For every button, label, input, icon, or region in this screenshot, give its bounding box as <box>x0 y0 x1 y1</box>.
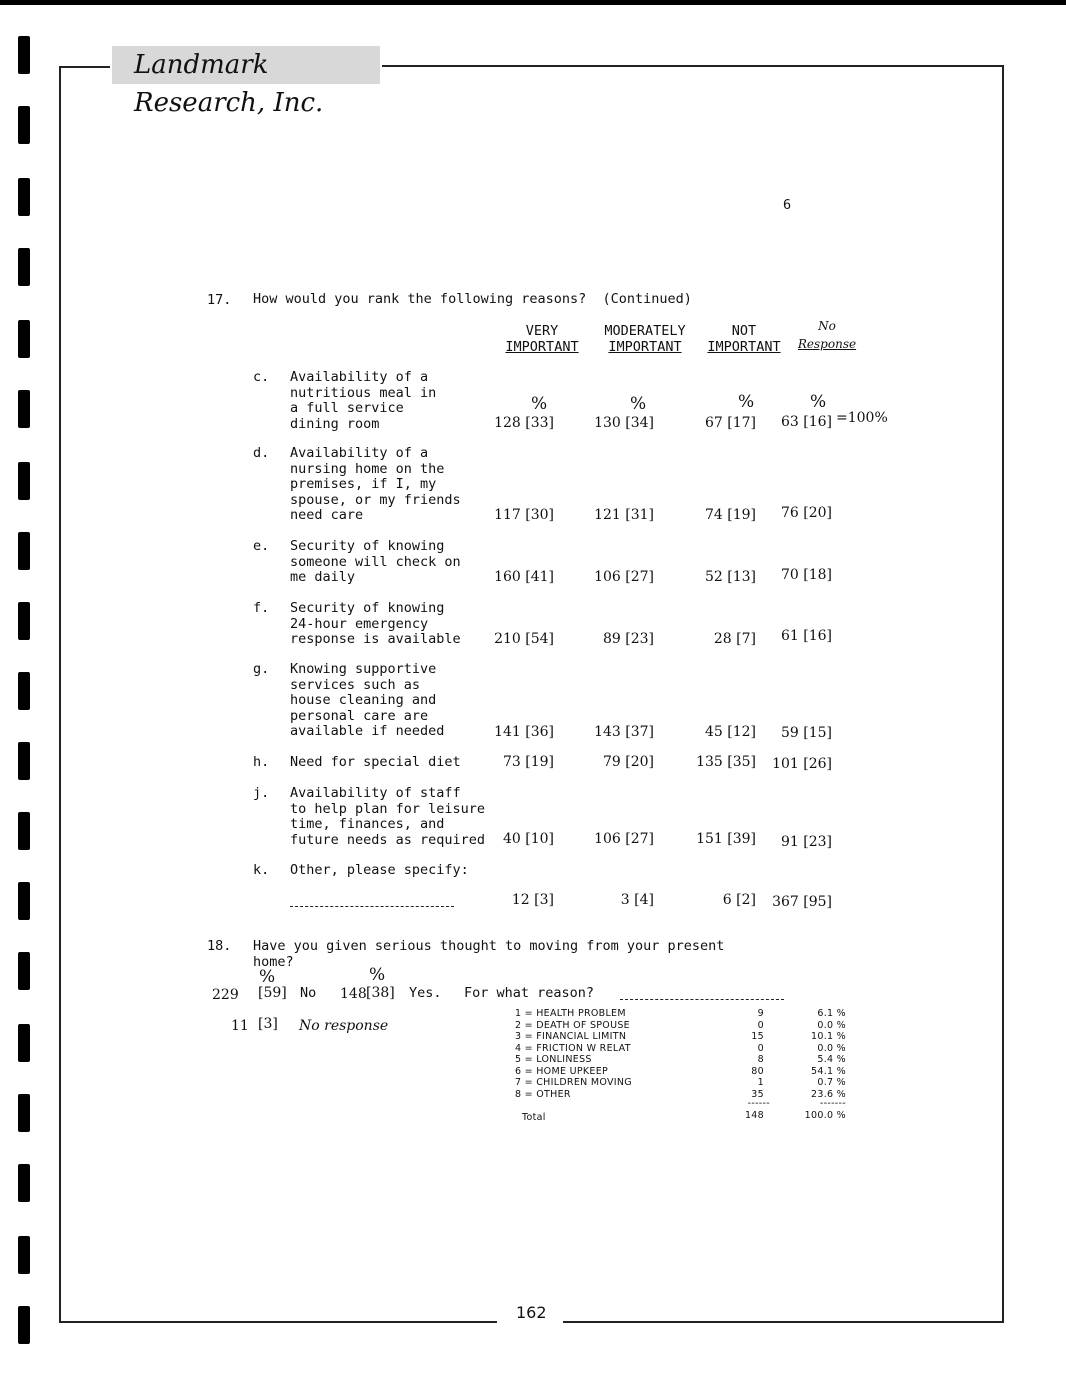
value-very-important: 73 [19] <box>502 754 554 770</box>
reason-percent: 54.1 % <box>811 1065 846 1077</box>
column-header-top: MODERATELY <box>604 323 686 339</box>
value-moderately-important: 106 [27] <box>594 831 654 847</box>
value-very-important: 141 [36] <box>494 724 554 740</box>
total-count: 148 <box>744 1110 764 1121</box>
no-response-label: No response <box>299 1018 389 1034</box>
company-logo: Landmark Research, Inc. <box>112 46 380 84</box>
reason-label: 4 = FRICTION W RELAT <box>515 1042 631 1054</box>
column-header-bottom: IMPORTANT <box>608 339 682 355</box>
reason-label: 1 = HEALTH PROBLEM <box>515 1008 626 1019</box>
value-very-important: 128 [33] <box>494 415 554 431</box>
binder-mark <box>18 36 30 74</box>
binder-mark <box>18 462 30 500</box>
binder-mark <box>18 1024 30 1062</box>
total-percent: 100.0 % <box>804 1110 846 1121</box>
binder-mark <box>18 178 30 216</box>
column-header-no-response <box>786 318 868 352</box>
value-not-important: 67 [17] <box>704 415 756 431</box>
question-18-prompt: Have you given serious thought to moving from your present home? <box>253 938 725 970</box>
reason-label: 7 = CHILDREN MOVING <box>515 1077 632 1088</box>
binder-mark <box>18 390 30 428</box>
value-moderately-important: 79 [20] <box>602 754 654 770</box>
column-header-not-important <box>700 323 788 355</box>
total-label: Total <box>522 1112 546 1123</box>
percent-mark: % <box>630 394 647 414</box>
yes-percent: [38] <box>366 985 395 1001</box>
value-very-important: 160 [41] <box>494 569 554 585</box>
value-moderately-important: 106 [27] <box>594 569 654 585</box>
binder-mark <box>18 248 30 286</box>
binder-mark <box>18 1236 30 1274</box>
frame-left <box>59 66 61 1323</box>
value-no-response: 367 [95] <box>772 894 832 910</box>
binder-mark <box>18 602 30 640</box>
reason-label: 3 = FINANCIAL LIMITN <box>515 1031 627 1042</box>
item-letter: j. <box>253 785 270 801</box>
column-header-bottom: IMPORTANT <box>707 339 781 355</box>
percent-dashes: ------- <box>819 1098 846 1109</box>
percent-mark: % <box>259 967 276 987</box>
question-17-prompt: How would you rank the following reasons? (Continued) <box>253 291 692 307</box>
value-very-important: 210 [54] <box>494 631 554 647</box>
percent-mark: % <box>369 965 386 985</box>
value-not-important: 74 [19] <box>704 507 756 523</box>
no-label: No <box>300 985 317 1001</box>
value-not-important: 151 [39] <box>696 831 756 847</box>
reason-count: 80 <box>751 1065 764 1077</box>
reason-count: 9 <box>757 1008 764 1019</box>
question-18-number: 18. <box>207 938 232 954</box>
frame-top-left <box>60 66 110 68</box>
column-header-bottom: Response <box>797 337 857 351</box>
value-very-important: 117 [30] <box>494 507 554 523</box>
binder-mark <box>18 1094 30 1132</box>
binder-mark <box>18 812 30 850</box>
value-moderately-important: 121 [31] <box>594 507 654 523</box>
value-not-important: 135 [35] <box>696 754 756 770</box>
percent-mark: % <box>738 392 755 412</box>
value-not-important: 6 [2] <box>722 892 756 908</box>
frame-bottom-right <box>563 1321 1004 1323</box>
value-no-response: 59 [15] <box>780 725 832 741</box>
reason-percent: 23.6 % <box>811 1088 846 1100</box>
frame-right <box>1002 65 1004 1323</box>
reason-label: 6 = HOME UPKEEP <box>515 1065 609 1077</box>
reason-label: For what reason? <box>464 985 595 1001</box>
reason-percent: 0.0 % <box>817 1019 846 1031</box>
reason-percent: 5.4 % <box>817 1054 846 1065</box>
value-no-response: 76 [20] <box>780 505 832 521</box>
reason-count: 1 <box>757 1077 764 1088</box>
column-header-top: NOT <box>731 323 757 339</box>
percent-mark: % <box>810 392 827 412</box>
item-text: Other, please specify: <box>290 862 469 878</box>
item-letter: g. <box>253 661 270 677</box>
binder-mark <box>18 106 30 144</box>
item-text: Security of knowing someone will check on me daily <box>290 538 461 585</box>
binder-mark <box>18 882 30 920</box>
yes-count: 148 <box>340 986 367 1002</box>
value-not-important: 45 [12] <box>704 724 756 740</box>
item-text: Availability of a nutritious meal in a full service dining room <box>290 369 437 432</box>
reason-percent: 0.7 % <box>817 1077 846 1088</box>
binder-mark <box>18 742 30 780</box>
value-moderately-important: 3 [4] <box>620 892 654 908</box>
count-dashes: ------ <box>747 1098 770 1109</box>
reason-count: 0 <box>757 1019 764 1031</box>
column-header-moderately-important <box>595 323 695 355</box>
reason-label: 2 = DEATH OF SPOUSE <box>515 1019 630 1031</box>
item-letter: d. <box>253 445 270 461</box>
binder-mark <box>18 1164 30 1202</box>
value-very-important: 12 [3] <box>511 892 554 908</box>
item-text: Availability of a nursing home on the premises, if I, my spouse, or my friends need care <box>290 445 461 523</box>
question-17-number: 17. <box>207 292 232 308</box>
no-count: 229 <box>212 987 239 1003</box>
reason-count: 15 <box>751 1031 764 1042</box>
column-header-top: VERY <box>525 323 559 339</box>
frame-top-right <box>382 65 1004 67</box>
reason-blank <box>620 999 784 1000</box>
value-moderately-important: 130 [34] <box>594 415 654 431</box>
reason-percent: 0.0 % <box>817 1042 846 1054</box>
binder-mark <box>18 952 30 990</box>
page-number-bottom: 162 <box>516 1303 547 1322</box>
item-letter: k. <box>253 862 270 878</box>
item-letter: h. <box>253 754 270 770</box>
reason-label: 5 = LONLINESS <box>515 1054 592 1065</box>
scan-top-edge <box>0 0 1066 5</box>
reason-label: 8 = OTHER <box>515 1088 571 1100</box>
item-text: Knowing supportive services such as house cleaning and personal care are available if needed <box>290 661 445 739</box>
no-response-percent: [3] <box>258 1016 278 1032</box>
binder-mark <box>18 1306 30 1344</box>
reason-percent: 6.1 % <box>817 1008 846 1019</box>
value-not-important: 28 [7] <box>713 631 756 647</box>
yes-label: Yes. <box>409 985 442 1001</box>
column-header-top: No <box>818 319 836 333</box>
value-moderately-important: 143 [37] <box>594 724 654 740</box>
item-text: Security of knowing 24-hour emergency response is available <box>290 600 461 647</box>
reason-count: 8 <box>757 1054 764 1065</box>
binder-mark <box>18 532 30 570</box>
column-header-bottom: IMPORTANT <box>505 339 579 355</box>
column-header-very-important <box>497 323 587 355</box>
item-text: Availability of staff to help plan for leisure time, finances, and future needs as required <box>290 785 486 848</box>
value-no-response: 70 [18] <box>780 567 832 583</box>
other-specify-blank <box>290 906 454 907</box>
value-not-important: 52 [13] <box>704 569 756 585</box>
no-percent: [59] <box>258 985 287 1001</box>
value-no-response: 61 [16] <box>780 628 832 644</box>
percent-mark: % <box>531 394 548 414</box>
item-text: Need for special diet <box>290 754 461 770</box>
page-number-top: 6 <box>783 197 792 213</box>
value-no-response: 91 [23] <box>780 834 832 850</box>
no-response-count: 11 <box>231 1018 249 1034</box>
item-letter: e. <box>253 538 270 554</box>
frame-bottom-left <box>59 1321 497 1323</box>
value-no-response: 63 [16] <box>780 414 832 430</box>
value-moderately-important: 89 [23] <box>602 631 654 647</box>
binder-mark <box>18 320 30 358</box>
reason-count: 35 <box>751 1088 764 1100</box>
binder-mark <box>18 672 30 710</box>
total-note: =100% <box>836 410 888 426</box>
item-letter: c. <box>253 369 270 385</box>
value-very-important: 40 [10] <box>502 831 554 847</box>
value-no-response: 101 [26] <box>772 756 832 772</box>
reason-percent: 10.1 % <box>811 1031 846 1042</box>
reason-count: 0 <box>757 1042 764 1054</box>
item-letter: f. <box>253 600 270 616</box>
